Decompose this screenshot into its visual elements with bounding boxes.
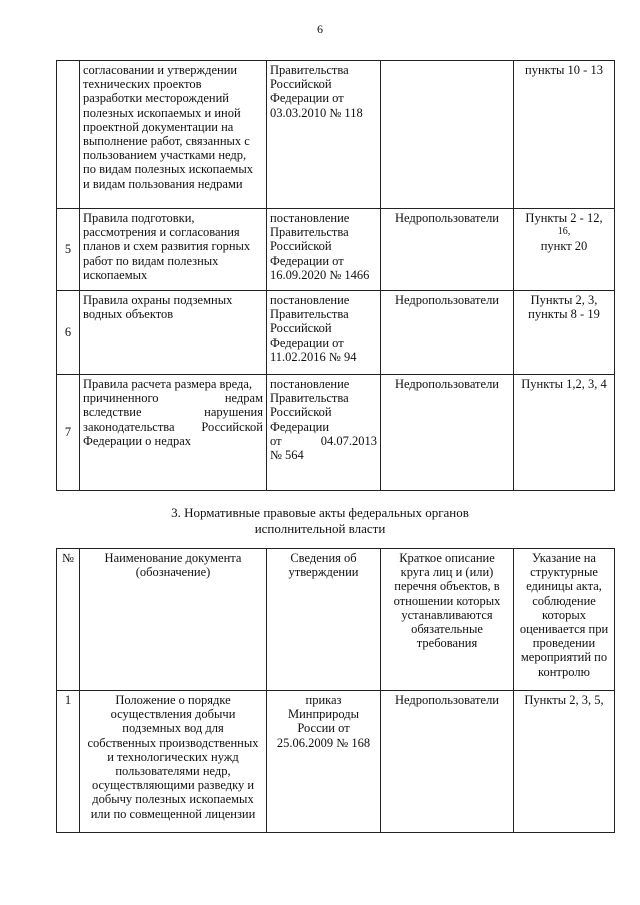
structural-units: Пункты 1,2, 3, 4 — [514, 375, 615, 491]
table-row — [57, 209, 615, 291]
persons-description: Недропользователи — [381, 691, 514, 833]
approval-info: постановление Правительства Российской Федерации от 16.09.2020 № 1466 — [267, 209, 381, 291]
row-number: 1 — [57, 691, 80, 833]
persons-description: Недропользователи — [381, 375, 514, 491]
header-persons-description: Краткое описание круга лиц и (или) перечня объектов, в отношении которых устанавливаются обязательные требования — [381, 549, 514, 691]
document-name: согласовании и утверждении технических проектов разработки месторождений полезных ископаемых и иной проектной документации на выполнение работ, связанных с пользованием участками недр, по видам полезных ископаемых и видам пользования недрами — [80, 61, 267, 209]
approval-info: приказ Минприроды России от 25.06.2009 № 168 — [267, 691, 381, 833]
persons-description: Недропользователи — [381, 209, 514, 291]
header-structural-units: Указание на структурные единицы акта, соблюдение которых оценивается при проведении мероприятий по контролю — [514, 549, 615, 691]
federal-acts-table — [56, 548, 615, 833]
document-name: Правила охраны подземных водных объектов — [80, 291, 267, 375]
persons-description — [381, 61, 514, 209]
header-approval-info: Сведения об утверждении — [267, 549, 381, 691]
table-header-row — [57, 549, 615, 691]
row-number: 7 — [57, 375, 80, 491]
header-document-name: Наименование документа (обозначение) — [80, 549, 267, 691]
approval-info: Правительства Российской Федерации от 03.03.2010 № 118 — [267, 61, 381, 209]
table-row — [57, 691, 615, 833]
header-num: № — [57, 549, 80, 691]
row-number: 6 — [57, 291, 80, 375]
section-title: 3. Нормативные правовые акты федеральных органов исполнительной власти — [171, 505, 469, 536]
structural-units: пункты 10 - 13 — [514, 61, 615, 209]
approval-info: постановление Правительства Российской Федерации от 04.07.2013 № 564 — [267, 375, 381, 491]
requirements-table-continued — [56, 60, 615, 491]
row-number: 5 — [57, 209, 80, 291]
persons-description: Недропользователи — [381, 291, 514, 375]
structural-units: Пункты 2, 3, 5, — [514, 691, 615, 833]
document-name: Правила подготовки, рассмотрения и согласования планов и схем развития горных работ по видам полезных ископаемых — [80, 209, 267, 291]
table-row — [57, 61, 615, 209]
table-row — [57, 375, 615, 491]
row-number — [57, 61, 80, 209]
document-name: Правила расчета размера вреда, причиненного недрам вследствие нарушения законодательства Российской Федерации о недрах — [80, 375, 267, 491]
page-number: 6 — [317, 22, 323, 36]
approval-info: постановление Правительства Российской Федерации от 11.02.2016 № 94 — [267, 291, 381, 375]
table-row — [57, 291, 615, 375]
structural-units: Пункты 2, 3, пункты 8 - 19 — [514, 291, 615, 375]
document-name: Положение о порядке осуществления добычи подземных вод для собственных производственных и технологических нужд пользователями недр, осуществляющими разведку и добычу полезных ископаемых или по совмещенной лицензии — [80, 691, 267, 833]
structural-units: Пункты 2 - 12, 16, пункт 20 — [514, 209, 615, 291]
